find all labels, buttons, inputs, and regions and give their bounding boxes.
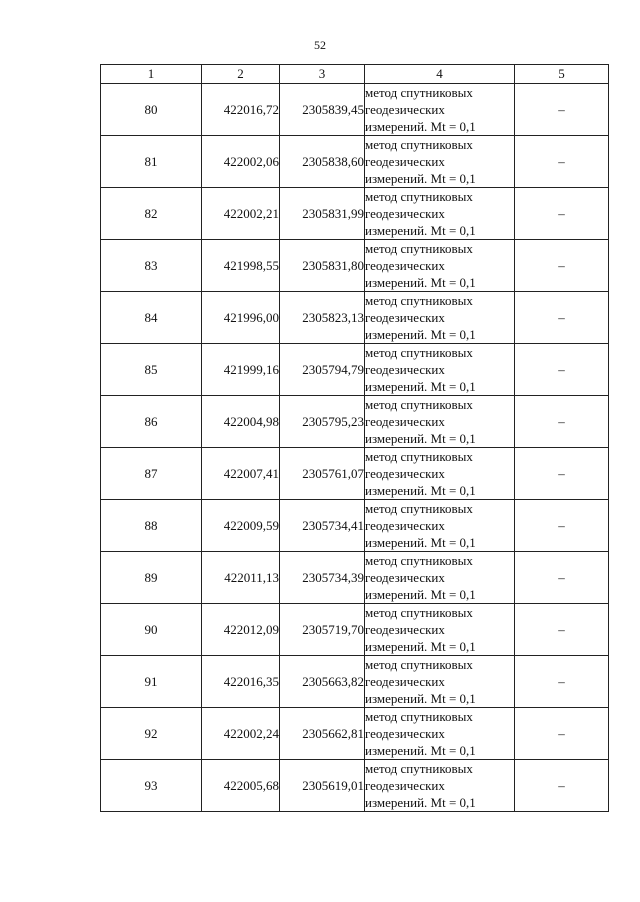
- y-coordinate-cell: 2305794,79: [280, 344, 365, 396]
- note-cell: –: [515, 448, 609, 500]
- method-line: метод спутниковых: [365, 553, 473, 568]
- method-line: геодезических: [365, 154, 445, 169]
- method-line: геодезических: [365, 726, 445, 741]
- y-coordinate-cell: 2305823,13: [280, 292, 365, 344]
- method-line: геодезических: [365, 310, 445, 325]
- y-coordinate-cell: 2305719,70: [280, 604, 365, 656]
- method-cell: [365, 500, 515, 552]
- method-line: геодезических: [365, 622, 445, 637]
- x-coordinate-cell: 421999,16: [202, 344, 280, 396]
- point-number-cell: 85: [101, 344, 202, 396]
- table-row: [101, 240, 609, 292]
- note-cell: –: [515, 552, 609, 604]
- method-line: измерений. Mt = 0,1: [365, 743, 476, 758]
- coordinates-table: [100, 64, 609, 812]
- method-line: измерений. Mt = 0,1: [365, 639, 476, 654]
- method-line: метод спутниковых: [365, 397, 473, 412]
- point-number-cell: 86: [101, 396, 202, 448]
- method-line: геодезических: [365, 778, 445, 793]
- note-cell: –: [515, 604, 609, 656]
- method-cell: [365, 708, 515, 760]
- method-line: метод спутниковых: [365, 293, 473, 308]
- point-number-cell: 90: [101, 604, 202, 656]
- x-coordinate-cell: 422011,13: [202, 552, 280, 604]
- y-coordinate-cell: 2305662,81: [280, 708, 365, 760]
- table-row: [101, 500, 609, 552]
- x-coordinate-cell: 421998,55: [202, 240, 280, 292]
- note-cell: –: [515, 760, 609, 812]
- method-line: метод спутниковых: [365, 241, 473, 256]
- method-cell: [365, 240, 515, 292]
- method-cell: [365, 84, 515, 136]
- x-coordinate-cell: 422002,06: [202, 136, 280, 188]
- note-cell: –: [515, 500, 609, 552]
- method-line: измерений. Mt = 0,1: [365, 171, 476, 186]
- x-coordinate-cell: 422004,98: [202, 396, 280, 448]
- method-line: геодезических: [365, 414, 445, 429]
- method-cell: [365, 760, 515, 812]
- method-cell: [365, 656, 515, 708]
- method-line: геодезических: [365, 362, 445, 377]
- method-line: геодезических: [365, 258, 445, 273]
- table-row: [101, 136, 609, 188]
- y-coordinate-cell: 2305831,80: [280, 240, 365, 292]
- page-number: 52: [314, 38, 326, 52]
- note-cell: –: [515, 656, 609, 708]
- y-coordinate-cell: 2305795,23: [280, 396, 365, 448]
- method-line: метод спутниковых: [365, 345, 473, 360]
- point-number-cell: 81: [101, 136, 202, 188]
- point-number-cell: 88: [101, 500, 202, 552]
- method-line: геодезических: [365, 674, 445, 689]
- y-coordinate-cell: 2305831,99: [280, 188, 365, 240]
- table-row: [101, 708, 609, 760]
- method-line: измерений. Mt = 0,1: [365, 327, 476, 342]
- column-header-1: 1: [101, 65, 202, 84]
- method-cell: [365, 448, 515, 500]
- table-row: [101, 84, 609, 136]
- method-cell: [365, 136, 515, 188]
- column-header-2: 2: [202, 65, 280, 84]
- method-line: геодезических: [365, 518, 445, 533]
- table-row: [101, 188, 609, 240]
- point-number-cell: 84: [101, 292, 202, 344]
- note-cell: –: [515, 188, 609, 240]
- point-number-cell: 83: [101, 240, 202, 292]
- method-line: метод спутниковых: [365, 709, 473, 724]
- method-line: измерений. Mt = 0,1: [365, 275, 476, 290]
- note-cell: –: [515, 708, 609, 760]
- column-header-5: 5: [515, 65, 609, 84]
- table-row: [101, 292, 609, 344]
- method-line: геодезических: [365, 466, 445, 481]
- y-coordinate-cell: 2305838,60: [280, 136, 365, 188]
- table-row: [101, 396, 609, 448]
- table-row: [101, 656, 609, 708]
- x-coordinate-cell: 421996,00: [202, 292, 280, 344]
- point-number-cell: 91: [101, 656, 202, 708]
- method-line: метод спутниковых: [365, 85, 473, 100]
- point-number-cell: 92: [101, 708, 202, 760]
- method-line: метод спутниковых: [365, 137, 473, 152]
- x-coordinate-cell: 422002,21: [202, 188, 280, 240]
- y-coordinate-cell: 2305839,45: [280, 84, 365, 136]
- table-body: [101, 65, 609, 812]
- point-number-cell: 89: [101, 552, 202, 604]
- method-line: метод спутниковых: [365, 501, 473, 516]
- y-coordinate-cell: 2305761,07: [280, 448, 365, 500]
- table-row: [101, 760, 609, 812]
- method-line: геодезических: [365, 206, 445, 221]
- method-line: метод спутниковых: [365, 605, 473, 620]
- point-number-cell: 80: [101, 84, 202, 136]
- y-coordinate-cell: 2305619,01: [280, 760, 365, 812]
- table-row: [101, 344, 609, 396]
- point-number-cell: 82: [101, 188, 202, 240]
- method-line: измерений. Mt = 0,1: [365, 483, 476, 498]
- column-header-4: 4: [365, 65, 515, 84]
- table-row: [101, 552, 609, 604]
- method-cell: [365, 552, 515, 604]
- y-coordinate-cell: 2305663,82: [280, 656, 365, 708]
- method-line: измерений. Mt = 0,1: [365, 587, 476, 602]
- note-cell: –: [515, 344, 609, 396]
- x-coordinate-cell: 422005,68: [202, 760, 280, 812]
- table-header-row: [101, 65, 609, 84]
- method-line: измерений. Mt = 0,1: [365, 223, 476, 238]
- x-coordinate-cell: 422002,24: [202, 708, 280, 760]
- method-line: измерений. Mt = 0,1: [365, 535, 476, 550]
- method-line: измерений. Mt = 0,1: [365, 119, 476, 134]
- x-coordinate-cell: 422007,41: [202, 448, 280, 500]
- note-cell: –: [515, 240, 609, 292]
- method-line: геодезических: [365, 102, 445, 117]
- method-line: измерений. Mt = 0,1: [365, 691, 476, 706]
- x-coordinate-cell: 422016,35: [202, 656, 280, 708]
- x-coordinate-cell: 422009,59: [202, 500, 280, 552]
- method-cell: [365, 188, 515, 240]
- method-line: метод спутниковых: [365, 189, 473, 204]
- method-line: метод спутниковых: [365, 761, 473, 776]
- method-line: метод спутниковых: [365, 449, 473, 464]
- point-number-cell: 87: [101, 448, 202, 500]
- y-coordinate-cell: 2305734,39: [280, 552, 365, 604]
- table-row: [101, 448, 609, 500]
- method-line: измерений. Mt = 0,1: [365, 379, 476, 394]
- y-coordinate-cell: 2305734,41: [280, 500, 365, 552]
- table-row: [101, 604, 609, 656]
- note-cell: –: [515, 84, 609, 136]
- column-header-3: 3: [280, 65, 365, 84]
- x-coordinate-cell: 422016,72: [202, 84, 280, 136]
- note-cell: –: [515, 396, 609, 448]
- method-line: измерений. Mt = 0,1: [365, 795, 476, 810]
- method-cell: [365, 604, 515, 656]
- method-line: метод спутниковых: [365, 657, 473, 672]
- method-line: геодезических: [365, 570, 445, 585]
- note-cell: –: [515, 292, 609, 344]
- method-cell: [365, 344, 515, 396]
- method-cell: [365, 396, 515, 448]
- method-cell: [365, 292, 515, 344]
- note-cell: –: [515, 136, 609, 188]
- method-line: измерений. Mt = 0,1: [365, 431, 476, 446]
- x-coordinate-cell: 422012,09: [202, 604, 280, 656]
- point-number-cell: 93: [101, 760, 202, 812]
